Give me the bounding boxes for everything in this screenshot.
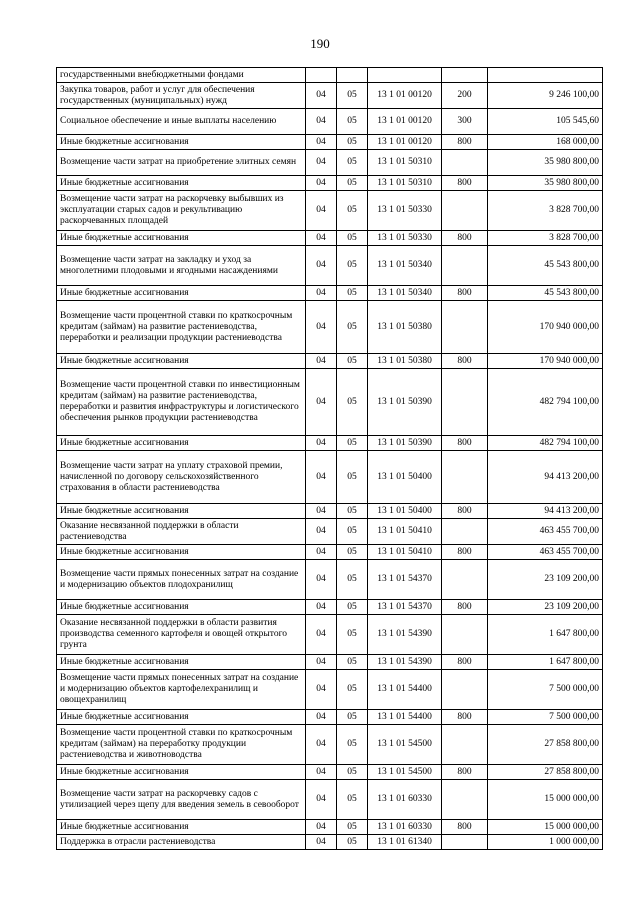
row-target-article: 13 1 01 54390 [368, 615, 442, 655]
row-target-article: 13 1 01 00120 [368, 83, 442, 109]
row-expense-type: 800 [442, 655, 488, 670]
row-amount: 105 545,60 [488, 109, 603, 135]
row-target-article: 13 1 01 54370 [368, 600, 442, 615]
row-expense-type: 300 [442, 109, 488, 135]
row-expense-type [442, 670, 488, 710]
row-section: 04 [306, 83, 337, 109]
row-section: 04 [306, 246, 337, 286]
row-amount: 23 109 200,00 [488, 600, 603, 615]
row-expense-type [442, 519, 488, 545]
row-subsection: 05 [337, 725, 368, 765]
row-expense-type: 800 [442, 504, 488, 519]
row-section: 04 [306, 560, 337, 600]
row-target-article: 13 1 01 54370 [368, 560, 442, 600]
row-section: 04 [306, 519, 337, 545]
row-section: 04 [306, 354, 337, 369]
row-name: Поддержка в отрасли растениеводства [57, 835, 306, 850]
row-amount: 45 543 800,00 [488, 246, 603, 286]
row-subsection: 05 [337, 369, 368, 436]
row-name: Иные бюджетные ассигнования [57, 354, 306, 369]
row-amount: 170 940 000,00 [488, 354, 603, 369]
row-target-article: 13 1 01 50330 [368, 191, 442, 231]
table-row [57, 835, 603, 850]
row-section: 04 [306, 725, 337, 765]
row-subsection: 05 [337, 436, 368, 451]
row-target-article: 13 1 01 50390 [368, 369, 442, 436]
row-amount: 7 500 000,00 [488, 670, 603, 710]
row-section: 04 [306, 765, 337, 780]
row-expense-type: 800 [442, 231, 488, 246]
table-row [57, 436, 603, 451]
row-name: Возмещение части затрат на раскорчевку садов с утилизацией через щепу для введения земель в севооборот [57, 780, 306, 820]
table-row [57, 135, 603, 150]
row-expense-type: 800 [442, 354, 488, 369]
row-target-article: 13 1 01 50380 [368, 301, 442, 354]
row-amount: 482 794 100,00 [488, 436, 603, 451]
row-section: 04 [306, 780, 337, 820]
table-row [57, 354, 603, 369]
row-amount: 482 794 100,00 [488, 369, 603, 436]
row-amount: 1 000 000,00 [488, 835, 603, 850]
row-amount: 23 109 200,00 [488, 560, 603, 600]
row-expense-type [442, 246, 488, 286]
row-subsection: 05 [337, 504, 368, 519]
row-subsection: 05 [337, 780, 368, 820]
table-row [57, 615, 603, 655]
row-subsection: 05 [337, 135, 368, 150]
row-amount: 168 000,00 [488, 135, 603, 150]
row-name: Возмещение части прямых понесенных затрат на создание и модернизацию объектов плодохранилищ [57, 560, 306, 600]
row-section: 04 [306, 286, 337, 301]
row-subsection [337, 68, 368, 83]
row-subsection: 05 [337, 670, 368, 710]
row-subsection: 05 [337, 150, 368, 176]
row-subsection: 05 [337, 354, 368, 369]
row-subsection: 05 [337, 655, 368, 670]
row-amount [488, 68, 603, 83]
row-section: 04 [306, 191, 337, 231]
row-expense-type: 800 [442, 765, 488, 780]
row-section: 04 [306, 436, 337, 451]
row-amount: 45 543 800,00 [488, 286, 603, 301]
row-amount: 9 246 100,00 [488, 83, 603, 109]
page-number: 190 [310, 36, 330, 51]
row-expense-type [442, 725, 488, 765]
row-subsection: 05 [337, 519, 368, 545]
row-target-article: 13 1 01 54400 [368, 670, 442, 710]
row-name: Иные бюджетные ассигнования [57, 765, 306, 780]
row-subsection: 05 [337, 191, 368, 231]
row-expense-type [442, 560, 488, 600]
table-row [57, 246, 603, 286]
row-amount: 3 828 700,00 [488, 191, 603, 231]
row-target-article: 13 1 01 50310 [368, 176, 442, 191]
table-row [57, 369, 603, 436]
row-name: Иные бюджетные ассигнования [57, 504, 306, 519]
row-expense-type [442, 451, 488, 504]
table-row [57, 560, 603, 600]
row-section [306, 68, 337, 83]
row-subsection: 05 [337, 451, 368, 504]
row-name: Возмещение части процентной ставки по краткосрочным кредитам (займам) на переработку продукции растениеводства и животноводства [57, 725, 306, 765]
row-amount: 35 980 800,00 [488, 150, 603, 176]
row-target-article: 13 1 01 54400 [368, 710, 442, 725]
row-amount: 27 858 800,00 [488, 725, 603, 765]
row-section: 04 [306, 710, 337, 725]
row-section: 04 [306, 820, 337, 835]
row-name: Возмещение части процентной ставки по краткосрочным кредитам (займам) на развитие растениеводства, переработки и реализации продукции растениеводства [57, 301, 306, 354]
row-target-article [368, 68, 442, 83]
row-name: Иные бюджетные ассигнования [57, 436, 306, 451]
table-row [57, 451, 603, 504]
row-section: 04 [306, 835, 337, 850]
table-row [57, 286, 603, 301]
row-subsection: 05 [337, 231, 368, 246]
row-name: Возмещение части процентной ставки по инвестиционным кредитам (займам) на развитие растениеводства, переработки и развития инфраструктуры и логистического обеспечения рынков продукции растениеводства [57, 369, 306, 436]
row-name: Возмещение части затрат на закладку и уход за многолетними плодовыми и ягодными насаждениями [57, 246, 306, 286]
row-amount: 15 000 000,00 [488, 780, 603, 820]
row-subsection: 05 [337, 545, 368, 560]
row-amount: 170 940 000,00 [488, 301, 603, 354]
row-name: Иные бюджетные ассигнования [57, 600, 306, 615]
row-amount: 15 000 000,00 [488, 820, 603, 835]
row-name: Иные бюджетные ассигнования [57, 135, 306, 150]
row-amount: 3 828 700,00 [488, 231, 603, 246]
row-expense-type [442, 150, 488, 176]
row-expense-type [442, 835, 488, 850]
row-section: 04 [306, 451, 337, 504]
row-name: Иные бюджетные ассигнования [57, 231, 306, 246]
row-target-article: 13 1 01 50310 [368, 150, 442, 176]
row-expense-type: 800 [442, 600, 488, 615]
row-section: 04 [306, 670, 337, 710]
row-target-article: 13 1 01 60330 [368, 820, 442, 835]
row-section: 04 [306, 135, 337, 150]
table-row [57, 780, 603, 820]
row-section: 04 [306, 655, 337, 670]
row-subsection: 05 [337, 765, 368, 780]
row-subsection: 05 [337, 83, 368, 109]
row-amount: 463 455 700,00 [488, 519, 603, 545]
row-expense-type [442, 615, 488, 655]
row-expense-type [442, 301, 488, 354]
row-target-article: 13 1 01 50390 [368, 436, 442, 451]
table-row [57, 83, 603, 109]
row-expense-type: 800 [442, 176, 488, 191]
row-expense-type [442, 369, 488, 436]
row-target-article: 13 1 01 50340 [368, 286, 442, 301]
table-row [57, 710, 603, 725]
row-expense-type: 800 [442, 436, 488, 451]
row-subsection: 05 [337, 600, 368, 615]
table-row [57, 670, 603, 710]
row-amount: 463 455 700,00 [488, 545, 603, 560]
row-section: 04 [306, 504, 337, 519]
row-amount: 94 413 200,00 [488, 451, 603, 504]
row-section: 04 [306, 545, 337, 560]
row-expense-type: 800 [442, 545, 488, 560]
row-amount: 35 980 800,00 [488, 176, 603, 191]
row-amount: 27 858 800,00 [488, 765, 603, 780]
row-name: Иные бюджетные ассигнования [57, 176, 306, 191]
row-target-article: 13 1 01 60330 [368, 780, 442, 820]
row-name: Возмещение части затрат на приобретение элитных семян [57, 150, 306, 176]
row-amount: 7 500 000,00 [488, 710, 603, 725]
row-name: Иные бюджетные ассигнования [57, 710, 306, 725]
row-name: Оказание несвязанной поддержки в области развития производства семенного картофеля и овощей открытого грунта [57, 615, 306, 655]
table-row [57, 109, 603, 135]
row-subsection: 05 [337, 820, 368, 835]
row-target-article: 13 1 01 00120 [368, 109, 442, 135]
table-row [57, 545, 603, 560]
row-expense-type: 800 [442, 820, 488, 835]
table-row [57, 150, 603, 176]
table-row [57, 725, 603, 765]
row-expense-type [442, 780, 488, 820]
row-section: 04 [306, 600, 337, 615]
row-section: 04 [306, 301, 337, 354]
row-section: 04 [306, 231, 337, 246]
row-target-article: 13 1 01 61340 [368, 835, 442, 850]
row-subsection: 05 [337, 710, 368, 725]
row-name: Иные бюджетные ассигнования [57, 545, 306, 560]
row-section: 04 [306, 176, 337, 191]
table-row [57, 504, 603, 519]
table-row [57, 600, 603, 615]
row-expense-type: 200 [442, 83, 488, 109]
row-expense-type: 800 [442, 135, 488, 150]
row-target-article: 13 1 01 54500 [368, 765, 442, 780]
row-subsection: 05 [337, 286, 368, 301]
row-target-article: 13 1 01 50400 [368, 504, 442, 519]
row-target-article: 13 1 01 50340 [368, 246, 442, 286]
row-subsection: 05 [337, 246, 368, 286]
row-amount: 94 413 200,00 [488, 504, 603, 519]
row-section: 04 [306, 615, 337, 655]
row-subsection: 05 [337, 109, 368, 135]
budget-table [56, 67, 603, 850]
row-expense-type: 800 [442, 286, 488, 301]
row-target-article: 13 1 01 50400 [368, 451, 442, 504]
row-subsection: 05 [337, 176, 368, 191]
table-row [57, 176, 603, 191]
row-target-article: 13 1 01 54390 [368, 655, 442, 670]
row-expense-type [442, 68, 488, 83]
row-target-article: 13 1 01 54500 [368, 725, 442, 765]
row-section: 04 [306, 109, 337, 135]
table-row [57, 301, 603, 354]
row-subsection: 05 [337, 615, 368, 655]
row-target-article: 13 1 01 50330 [368, 231, 442, 246]
row-name: Возмещение части прямых понесенных затрат на создание и модернизацию объектов картофелехранилищ и овощехранилищ [57, 670, 306, 710]
row-target-article: 13 1 01 50380 [368, 354, 442, 369]
row-name: Возмещение части затрат на уплату страховой премии, начисленной по договору сельскохозяйственного страхования в области растениеводства [57, 451, 306, 504]
row-expense-type [442, 191, 488, 231]
row-target-article: 13 1 01 50410 [368, 519, 442, 545]
table-row [57, 820, 603, 835]
table-row [57, 655, 603, 670]
row-subsection: 05 [337, 301, 368, 354]
row-name: Возмещение части затрат на раскорчевку выбывших из эксплуатации старых садов и рекультивацию раскорчеванных площадей [57, 191, 306, 231]
row-subsection: 05 [337, 560, 368, 600]
table-row [57, 231, 603, 246]
row-subsection: 05 [337, 835, 368, 850]
table-row [57, 191, 603, 231]
row-name: Оказание несвязанной поддержки в области растениеводства [57, 519, 306, 545]
table-row [57, 765, 603, 780]
row-name: Закупка товаров, работ и услуг для обеспечения государственных (муниципальных) нужд [57, 83, 306, 109]
row-section: 04 [306, 150, 337, 176]
row-name: Социальное обеспечение и иные выплаты населению [57, 109, 306, 135]
table-row [57, 68, 603, 83]
table-row [57, 519, 603, 545]
row-name: Иные бюджетные ассигнования [57, 286, 306, 301]
row-name: Иные бюджетные ассигнования [57, 820, 306, 835]
row-section: 04 [306, 369, 337, 436]
row-target-article: 13 1 01 00120 [368, 135, 442, 150]
row-name: Иные бюджетные ассигнования [57, 655, 306, 670]
row-name: государственными внебюджетными фондами [57, 68, 306, 83]
row-expense-type: 800 [442, 710, 488, 725]
row-amount: 1 647 800,00 [488, 655, 603, 670]
row-amount: 1 647 800,00 [488, 615, 603, 655]
row-target-article: 13 1 01 50410 [368, 545, 442, 560]
budget-table-body [57, 68, 603, 850]
